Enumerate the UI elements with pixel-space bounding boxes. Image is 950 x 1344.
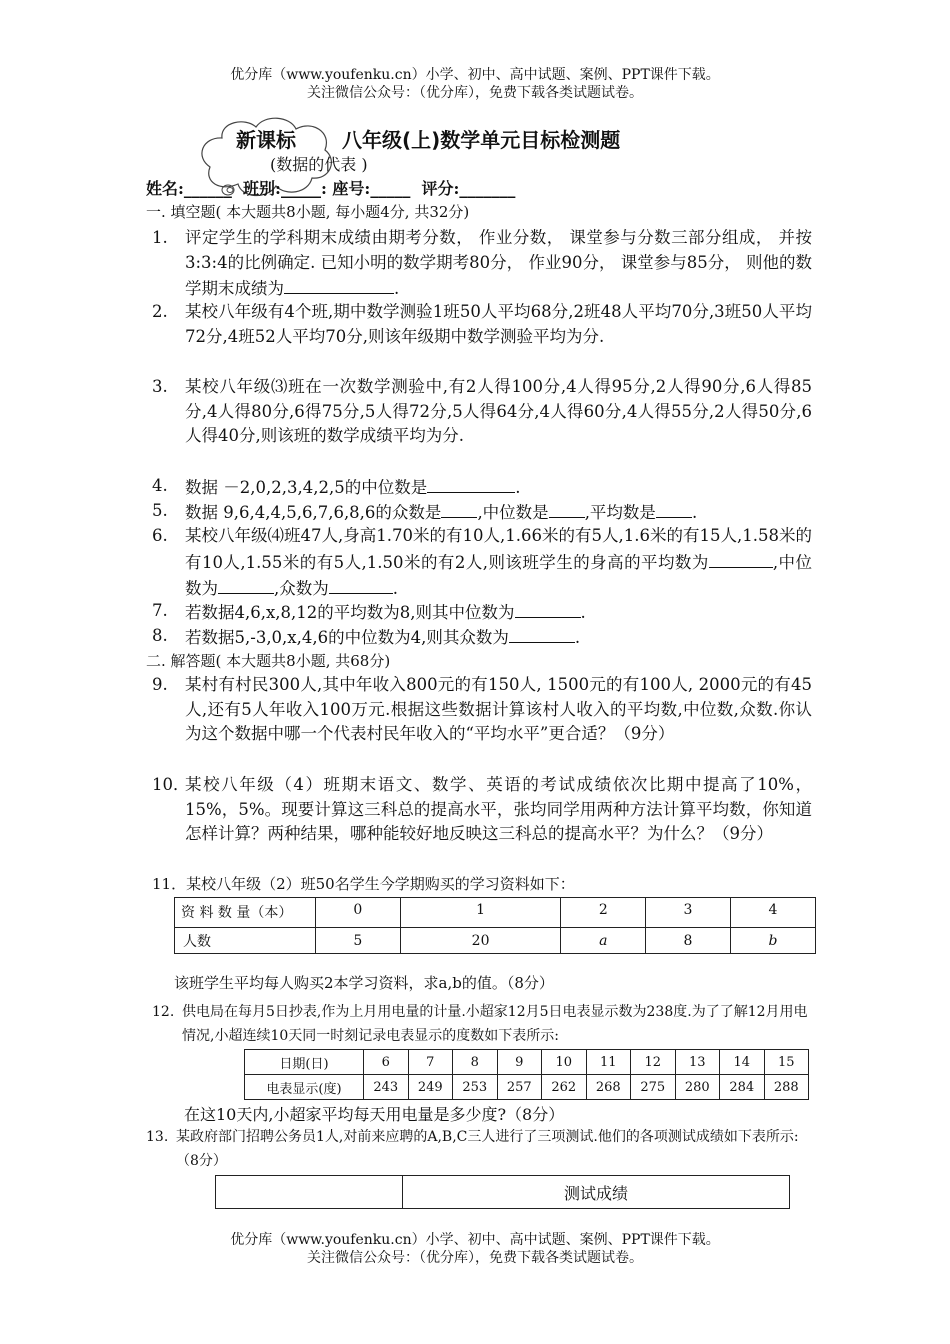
question-12 <box>152 1000 812 1048</box>
section-1-heading: 一. 填空题( 本大题共8小题, 每小题4分, 共32分) <box>146 203 470 221</box>
q12-cell: 6 <box>364 1050 409 1075</box>
q6-number: 6. <box>152 526 168 545</box>
q12-cell: 10 <box>542 1050 587 1075</box>
q11-row1-header: 资 料 数 量（本） <box>175 898 316 928</box>
q10-text: 某校八年级（4）班期末语文、数学、英语的考试成绩依次比期中提高了10%，15%，5%。现要计算这三科总的提高水平，张均同学用两种方法计算平均数，你知道怎样计算？两种结果，哪种能较好地反映这三科总的提高水平？为什么？（9分） <box>185 775 812 844</box>
q12-cell: 257 <box>497 1075 542 1100</box>
question-13 <box>146 1125 812 1173</box>
q13-table-header: 测试成绩 <box>403 1176 790 1209</box>
q5-end: . <box>691 503 698 522</box>
q12-cell: 8 <box>453 1050 498 1075</box>
q11-cell: 0 <box>316 898 401 928</box>
header-line-2: 关注微信公众号：（优分库），免费下载各类试题试卷。 <box>307 85 643 101</box>
q6-text-a: 某校八年级⑷班47人,身高1.70米的有10人,1.66米的有5人,1.6米的有15人,1.58米的有10人,1.55米的有5人,1.50米的有2人,则该班学生的身高的平均数为 <box>185 526 812 572</box>
q11-cell: b <box>730 928 815 954</box>
q13-text: 某政府部门招聘公务员1人,对前来应聘的A,B,C三人进行了三项测试.他们的各项测试成绩如下表所示:（8分） <box>176 1129 799 1169</box>
student-info-fields: 姓名:______ 班别:_____: 座号:_____ 评分:_______ <box>146 179 516 198</box>
footer-line-1: 优分库（www.youfenku.cn）小学、初中、高中试题、案例、PPT课件下载。 <box>230 1232 720 1248</box>
q11-cell: 4 <box>730 898 815 928</box>
q6-text-b: ,中位数为 <box>185 552 812 599</box>
q11-followup: 该班学生平均每人购买2本学习资料，求a,b的值。（8分） <box>174 974 554 992</box>
q12-row2-header: 电表显示(度) <box>245 1075 364 1100</box>
q11-cell: 1 <box>400 898 561 928</box>
q2-text: 某校八年级有4个班,期中数学测验1班50人平均68分,2班48人平均70分,3班50人平均72分,4班52人平均70分,则该年级期中数学测验平均为分. <box>185 302 812 346</box>
q1-answer-blank[interactable] <box>284 275 394 294</box>
q13-number: 13. <box>146 1129 169 1145</box>
question-8 <box>152 624 812 651</box>
q7-answer-blank[interactable] <box>515 599 581 618</box>
q1-text: 评定学生的学科期末成绩由期考分数， 作业分数， 课堂参与分数三部分组成， 并按3:3:4的比例确定. 已知小明的数学期考80分， 作业90分， 课堂参与85分， 则他的数学期末成绩为 <box>185 228 812 299</box>
q12-cell: 12 <box>631 1050 676 1075</box>
q13-table <box>215 1175 790 1209</box>
q11-number: 11． <box>152 875 187 893</box>
q12-cell: 7 <box>408 1050 453 1075</box>
q11-cell: 2 <box>561 898 646 928</box>
q13-empty-cell <box>216 1176 403 1209</box>
q12-row1-header: 日期(日) <box>245 1050 364 1075</box>
q11-cell: 8 <box>646 928 731 954</box>
q12-text: 供电局在每月5日抄表,作为上月用电量的计量.小超家12月5日电表显示数为238度.为了了解12月用电情况,小超连续10天同一时刻记录电表显示的度数如下表所示: <box>182 1004 808 1044</box>
q10-number: 10． <box>152 775 190 794</box>
question-2 <box>152 300 812 349</box>
q12-cell: 288 <box>764 1075 809 1100</box>
q5-text-c: ,平均数是 <box>584 503 656 522</box>
q12-cell: 280 <box>675 1075 720 1100</box>
q12-cell: 262 <box>542 1075 587 1100</box>
section-2-heading: 二. 解答题( 本大题共8小题, 共68分) <box>146 652 391 670</box>
q7-text: 若数据4,6,x,8,12的平均数为8,则其中位数为 <box>185 603 515 622</box>
q6-mean-blank[interactable] <box>709 549 773 568</box>
q12-cell: 268 <box>586 1075 631 1100</box>
q12-cell: 11 <box>586 1050 631 1075</box>
q6-median-blank[interactable] <box>218 575 274 594</box>
question-11 <box>152 873 575 894</box>
q12-followup: 在这10天内,小超家平均每天用电量是多少度?（8分） <box>184 1105 565 1124</box>
q8-text: 若数据5,-3,0,x,4,6的中位数为4,则其众数为 <box>185 628 509 647</box>
q1-end: . <box>394 279 400 299</box>
q12-cell: 275 <box>631 1075 676 1100</box>
q1-number: 1. <box>152 228 168 247</box>
q12-cell: 9 <box>497 1050 542 1075</box>
q7-number: 7. <box>152 601 168 620</box>
q11-text: 某校八年级（2）班50名学生今学期购买的学习资料如下： <box>186 875 575 893</box>
q12-table <box>244 1049 809 1100</box>
q12-cell: 249 <box>408 1075 453 1100</box>
page-title: 八年级(上)数学单元目标检测题 <box>342 128 621 152</box>
q11-table <box>174 897 816 954</box>
question-9 <box>152 673 812 747</box>
question-4 <box>152 474 812 501</box>
header-line-1: 优分库（www.youfenku.cn）小学、初中、高中试题、案例、PPT课件下载。 <box>230 67 720 83</box>
q5-number: 5. <box>152 501 168 520</box>
q2-number: 2. <box>152 302 168 321</box>
q12-cell: 243 <box>364 1075 409 1100</box>
q6-end: . <box>392 579 398 599</box>
q9-number: 9. <box>152 675 168 694</box>
question-7 <box>152 599 812 626</box>
question-10 <box>152 773 812 847</box>
q6-mode-blank[interactable] <box>329 575 393 594</box>
q5-mode-blank[interactable] <box>441 499 477 518</box>
question-1 <box>152 226 812 302</box>
q4-text: 数据 －2,0,2,3,4,2,5的中位数是 <box>185 478 428 497</box>
page-subtitle: (数据的代表 ) <box>270 155 368 174</box>
badge-text: 新课标 <box>236 128 296 152</box>
q9-text: 某村有村民300人,其中年收入800元的有150人, 1500元的有100人, 2000元的有45人,还有5人年收入100万元.根据这些数据计算该村人收入的平均数,中位数,众数.你认为这个数据中哪一个代表村民年收入的“平均水平”更合适？（9分） <box>185 675 812 744</box>
footer-line-2: 关注微信公众号：（优分库），免费下载各类试题试卷。 <box>307 1250 643 1266</box>
q11-cell: 5 <box>316 928 401 954</box>
q5-text-a: 数据 9,6,4,4,5,6,7,6,8,6的众数是 <box>185 503 442 522</box>
q4-answer-blank[interactable] <box>427 474 515 493</box>
q6-text-c: ,众数为 <box>274 579 329 599</box>
q12-cell: 253 <box>453 1075 498 1100</box>
q5-mean-blank[interactable] <box>656 499 692 518</box>
q12-cell: 14 <box>720 1050 765 1075</box>
q11-cell: a <box>561 928 646 954</box>
q4-number: 4. <box>152 476 168 495</box>
q5-median-blank[interactable] <box>549 499 585 518</box>
q12-cell: 284 <box>720 1075 765 1100</box>
q8-answer-blank[interactable] <box>509 624 575 643</box>
q11-cell: 20 <box>400 928 561 954</box>
question-3 <box>152 375 812 449</box>
q11-cell: 3 <box>646 898 731 928</box>
q12-cell: 13 <box>675 1050 720 1075</box>
q4-end: . <box>515 478 521 497</box>
q12-number: 12. <box>152 1004 175 1020</box>
q11-row2-header: 人数 <box>175 928 316 954</box>
question-5 <box>152 499 812 526</box>
q8-end: . <box>574 628 581 647</box>
q8-number: 8. <box>152 626 168 645</box>
q7-end: . <box>580 603 586 622</box>
q3-text: 某校八年级⑶班在一次数学测验中,有2人得100分,4人得95分,2人得90分,6人得85分,4人得80分,6得75分,5人得72分,5人得64分,4人得60分,4人得55分,2人得50分,6人得40分,则该班的数学成绩平均为分. <box>185 377 812 446</box>
q5-text-b: ,中位数是 <box>477 503 549 522</box>
q3-number: 3. <box>152 377 168 396</box>
question-6 <box>152 524 812 602</box>
q12-cell: 15 <box>764 1050 809 1075</box>
